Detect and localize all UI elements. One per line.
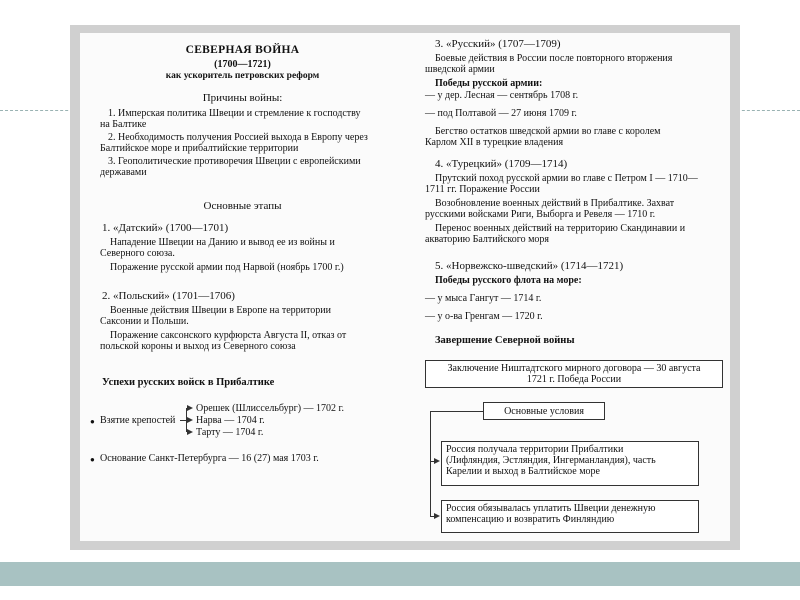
cause-line: 2. Необходимость получения Россией выхода в Европу через: [108, 132, 368, 143]
treaty-line: 1721 г. Победа России: [526, 374, 622, 385]
condition-line: (Лифляндия, Эстляндия, Ингерманландия), часть: [446, 455, 656, 466]
army-victories-heading: Победы русской армии:: [435, 78, 543, 89]
fleet-victories-heading: Победы русского флота на море:: [435, 275, 582, 286]
stage2-line: Саксонии и Польши.: [100, 316, 189, 327]
fortress-item: Орешек (Шлиссельбург) — 1702 г.: [196, 403, 345, 414]
stage4-title: 4. «Турецкий» (1709—1714): [435, 158, 568, 170]
stage2-line: Военные действия Швеции в Европе на территории: [110, 305, 331, 316]
conditions-box: [483, 402, 605, 420]
document-years: (1700—1721): [214, 59, 271, 70]
fleet-victory-item: — у мыса Гангут — 1714 г.: [425, 293, 542, 304]
arrow-right-icon: [434, 513, 440, 519]
stage3-line: Боевые действия в России после повторного вторжения: [435, 53, 673, 64]
stage3-flight: Бегство остатков шведской армии во главе с королем: [435, 126, 661, 137]
stage1-line: Поражение русской армии под Нарвой (ноябрь 1700 г.): [110, 262, 344, 273]
treaty-box: [425, 360, 723, 388]
stage2-line: польской короны и выход из Северного союза: [100, 341, 296, 352]
stage3-title: 3. «Русский» (1707—1709): [435, 38, 561, 50]
stage1-title: 1. «Датский» (1700—1701): [102, 222, 229, 234]
stage4-line: русскими войсками Риги, Выборга и Ревеля — 1710 г.: [425, 209, 656, 220]
army-victory-item: — под Полтавой — 27 июня 1709 г.: [425, 108, 577, 119]
cause-line: на Балтике: [100, 119, 147, 130]
stage4-line: Прутский поход русской армии во главе с Петром I — 1710—: [435, 173, 698, 184]
stage4-line: Возобновление военных действий в Прибалтике. Захват: [435, 198, 675, 209]
stage2-title: 2. «Польский» (1701—1706): [102, 290, 235, 302]
stages-heading: Основные этапы: [203, 200, 282, 212]
condition-line: компенсацию и возвратить Финляндию: [446, 514, 615, 525]
connector-line: [430, 411, 483, 412]
fleet-victory-item: — у о-ва Гренгам — 1720 г.: [425, 311, 543, 322]
document-title: СЕВЕРНАЯ ВОЙНА: [185, 44, 300, 56]
causes-heading: Причины войны:: [202, 92, 283, 104]
stage3-line: шведской армии: [425, 64, 495, 75]
stage2-line: Поражение саксонского курфюрста Августа II, отказ от: [110, 330, 347, 341]
stage1-line: Северного союза.: [100, 248, 175, 259]
army-victory-item: — у дер. Лесная — сентябрь 1708 г.: [425, 90, 579, 101]
spb-founding: Основание Санкт-Петербурга — 16 (27) мая 1703 г.: [100, 453, 319, 464]
cause-line: державами: [100, 167, 147, 178]
left-column: [90, 33, 395, 533]
document-subtitle: как ускоритель петровских реформ: [165, 71, 320, 81]
slide-bottom-bar: [0, 562, 800, 586]
baltic-heading: Успехи русских войск в Прибалтике: [102, 377, 275, 388]
stage4-line: Перенос военных действий на территорию Скандинавии и: [435, 223, 686, 234]
cause-line: 3. Геополитические противоречия Швеции с европейскими: [108, 156, 361, 167]
conditions-label: Основные условия: [504, 406, 584, 417]
bullet-icon: ●: [90, 417, 95, 426]
war-end-heading: Завершение Северной войны: [435, 335, 575, 346]
condition-line: Карелии и выход в Балтийское море: [446, 466, 600, 477]
cause-line: Балтийское море и прибалтийские территории: [100, 143, 299, 154]
document-page: [80, 33, 730, 541]
condition-line: Россия получала территории Прибалтики: [446, 444, 624, 455]
stage5-title: 5. «Норвежско-шведский» (1714—1721): [435, 260, 624, 272]
fortress-item: Нарва — 1704 г.: [196, 415, 265, 426]
connector-line: [430, 411, 431, 516]
bullet-icon: ●: [90, 455, 95, 464]
arrow-right-icon: [187, 417, 193, 423]
stage4-line: акваторию Балтийского моря: [425, 234, 550, 245]
arrow-right-icon: [187, 429, 193, 435]
condition-box: [441, 500, 699, 533]
condition-box: [441, 441, 699, 486]
right-column: [425, 33, 725, 533]
treaty-line: Заключение Ништадтского мирного договора — 30 августа: [447, 363, 701, 374]
cause-line: 1. Имперская политика Швеции и стремление к господству: [108, 108, 361, 119]
stage4-line: 1711 гг. Поражение России: [425, 184, 540, 195]
stage3-flight: Карлом XII в турецкие владения: [425, 137, 564, 148]
fortresses-label: Взятие крепостей: [100, 415, 176, 426]
fortress-item: Тарту — 1704 г.: [196, 427, 264, 438]
condition-line: Россия обязывалась уплатить Швеции денежную: [446, 503, 656, 514]
arrow-right-icon: [434, 458, 440, 464]
stage1-line: Нападение Швеции на Данию и вывод ее из войны и: [110, 237, 335, 248]
arrow-right-icon: [187, 405, 193, 411]
